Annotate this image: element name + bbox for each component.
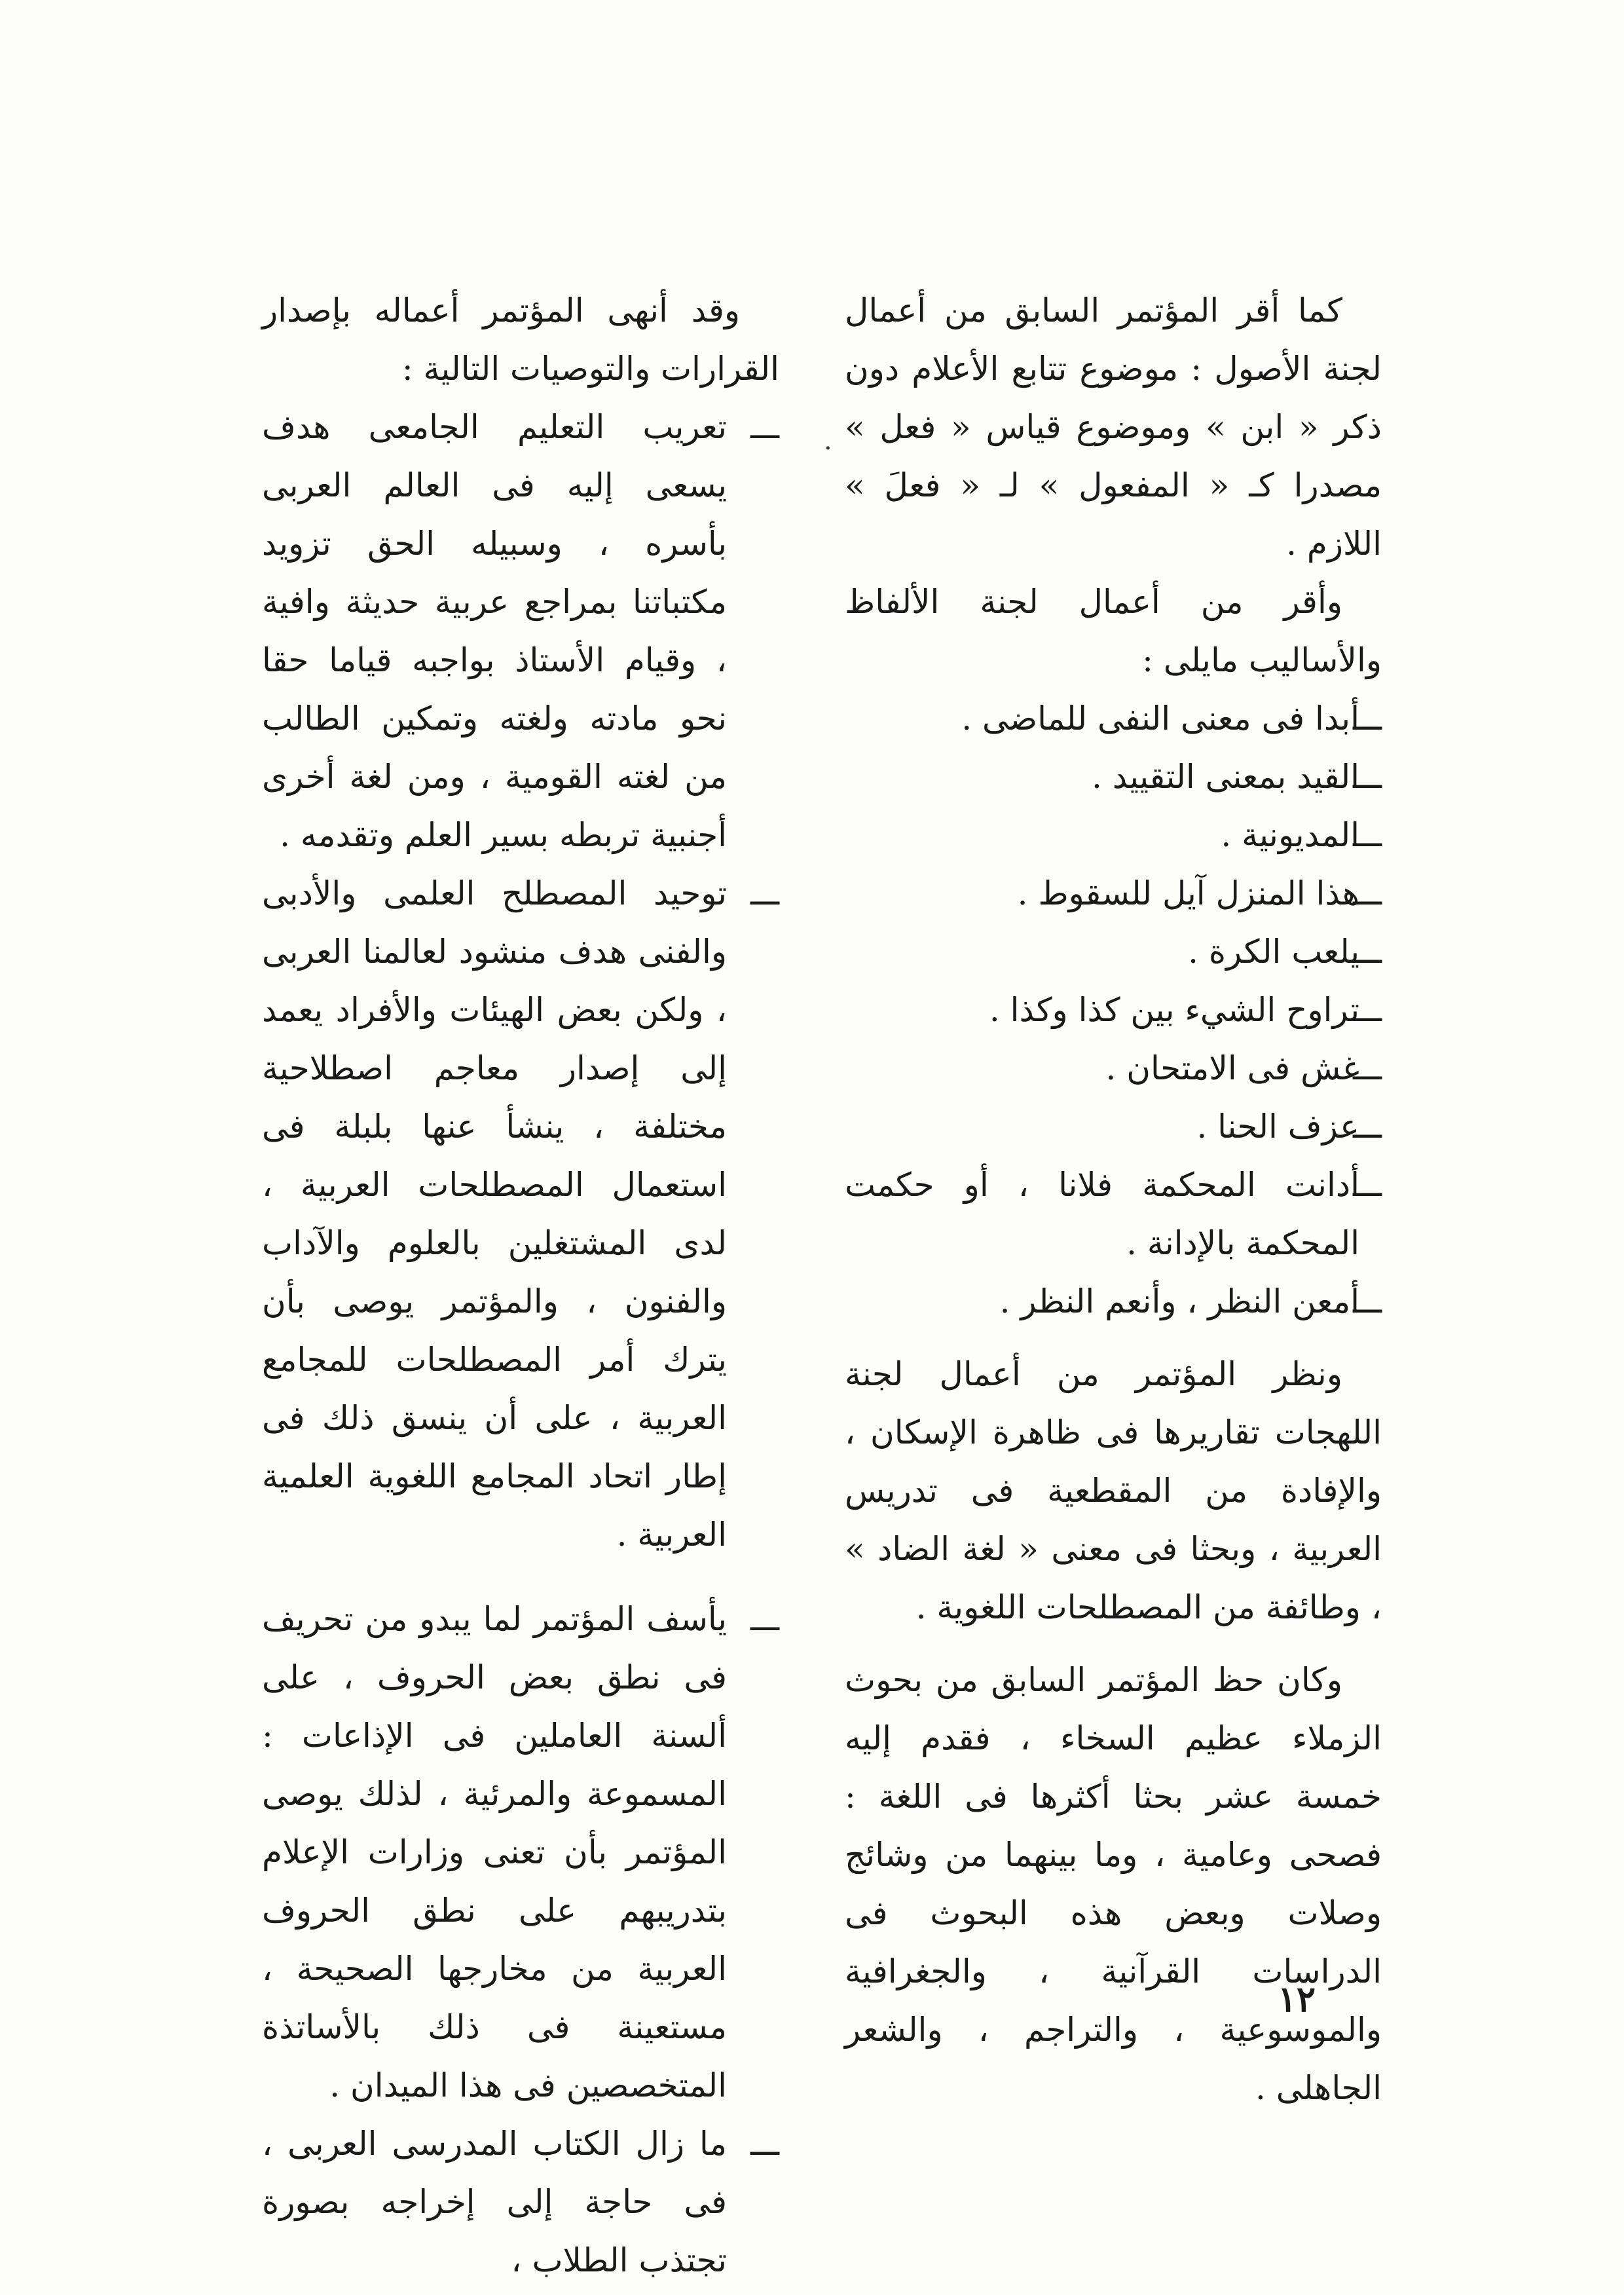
paragraph-resolutions-intro: وقد أنهى المؤتمر أعماله بإصدار القرارات والتوصيات التالية : <box>262 291 779 388</box>
list-dash: ـــ <box>1353 816 1382 854</box>
list-item: ـــ تراوح الشيء بين كذا وكذا . <box>845 981 1382 1039</box>
resolution-text: ما زال الكتاب المدرسى العربى ، فى حاجة إلى إخراجه بصورة تجتذب الطلاب ، <box>262 2125 727 2279</box>
list-item: ـــ المديونية . <box>845 806 1382 865</box>
resolution-text: تعريب التعليم الجامعى هدف يسعى إليه فى العالم العربى بأسره ، وسبيله الحق تزويد مكتباتنا بمراجع عربية حديثة وافية ، وقيام الأستاذ بواجبه قياما حقا نحو مادته ولغته وتمكين الطالب من لغته القومية ، ومن لغة أخرى أجنبية تربطه بسير العلم وتقدمه . <box>262 408 727 854</box>
list-dash: ـــ <box>750 2125 779 2163</box>
list-item: ـــ هذا المنزل آيل للسقوط . <box>845 865 1382 923</box>
paragraph-usul-committee: كما أقر المؤتمر السابق من أعمال لجنة الأصول : موضوع تتابع الأعلام دون ذكر « ابن » وموضوع قياس « فعل » مصدرا كـ « المفعول » لـ « فعلَ » اللازم . <box>845 291 1382 563</box>
right-column <box>845 282 1382 2118</box>
list-dash: ـــ <box>750 874 779 912</box>
resolution-item <box>262 1590 779 2115</box>
resolution-item <box>262 2115 779 2290</box>
list-item: ـــ القيد بمعنى التقييد . <box>845 748 1382 806</box>
list-item: ـــ عزف الحنا . <box>845 1098 1382 1156</box>
paragraph-words-committee: وأقر من أعمال لجنة الألفاظ والأساليب مايلى : <box>845 583 1382 679</box>
list-dash: ـــ <box>1353 1049 1382 1087</box>
print-mark: · <box>824 434 832 464</box>
list-dash: ـــ <box>1353 700 1382 737</box>
page-number: ١٢ <box>1277 1978 1316 2020</box>
list-dash: ـــ <box>750 408 779 446</box>
list-item: ـــ يلعب الكرة . <box>845 923 1382 981</box>
list-dash: ـــ <box>1353 1108 1382 1146</box>
resolution-item <box>262 398 779 865</box>
list-item: ـــ أبدا فى معنى النفى للماضى . <box>845 690 1382 748</box>
resolution-text: يأسف المؤتمر لما يبدو من تحريف فى نطق بعض الحروف ، على ألسنة العاملين فى الإذاعات : المسموعة والمرئية ، لذلك يوصى المؤتمر بأن تعنى وزارات الإعلام بتدريبهم على نطق الحروف العربية من مخارجها الصحيحة ، مستعينة فى ذلك بالأساتذة المتخصصين فى هذا الميدان . <box>262 1600 727 2104</box>
list-dash: ـــ <box>1353 758 1382 796</box>
list-dash: ـــ <box>1353 874 1382 912</box>
resolution-item <box>262 865 779 1564</box>
list-item: ـــ أدانت المحكمة فلانا ، أو حكمت المحكمة بالإدانة . <box>845 1156 1382 1273</box>
paragraph-dialects-committee: ونظر المؤتمر من أعمال لجنة اللهجات تقاريرها فى ظاهرة الإسكان ، والإفادة من المقطعية فى تدريس العربية ، وبحثا فى معنى « لغة الضاد » ، وطائفة من المصطلحات اللغوية . <box>845 1355 1382 1626</box>
paragraph-research-papers: وكان حظ المؤتمر السابق من بحوث الزملاء عظيم السخاء ، فقدم إليه خمسة عشر بحثا أكثرها فى اللغة : فصحى وعامية ، وما بينهما من وشائج وصلات وبعض هذه البحوث فى الدراسات القرآنية ، والجغرافية والموسوعية ، والتراجم ، والشعر الجاهلى . <box>845 1661 1382 2107</box>
resolution-text: توحيد المصطلح العلمى والأدبى والفنى هدف منشود لعالمنا العربى ، ولكن بعض الهيئات والأفراد يعمد إلى إصدار معاجم اصطلاحية مختلفة ، ينشأ عنها بلبلة فى استعمال المصطلحات العربية ، لدى المشتغلين بالعلوم والآداب والفنون ، والمؤتمر يوصى بأن يترك أمر المصطلحات للمجامع العربية ، على أن ينسق ذلك فى إطار اتحاد المجامع اللغوية العلمية العربية . <box>262 874 727 1554</box>
list-item: ـــ أمعن النظر ، وأنعم النظر . <box>845 1273 1382 1331</box>
list-item: ـــ غش فى الامتحان . <box>845 1039 1382 1098</box>
left-column <box>262 282 779 2290</box>
list-dash: ـــ <box>1353 1282 1382 1320</box>
list-dash: ـــ <box>1353 991 1382 1029</box>
list-dash: ـــ <box>1353 933 1382 971</box>
list-dash: ـــ <box>750 1600 779 1638</box>
list-dash: ـــ <box>1353 1166 1382 1204</box>
